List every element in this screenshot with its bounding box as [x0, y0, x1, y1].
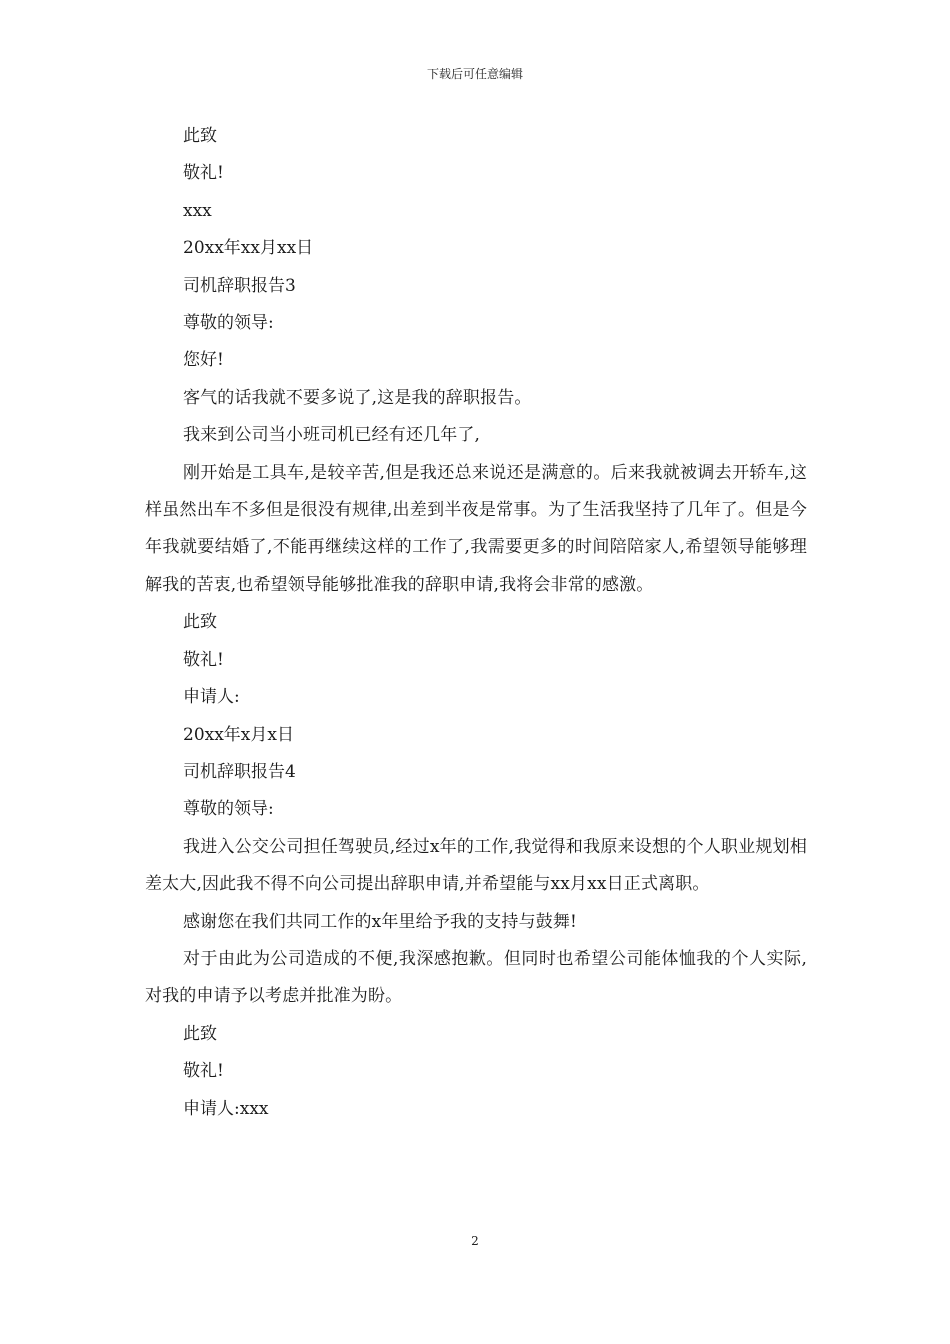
- report3-paragraph-2: 我来到公司当小班司机已经有还几年了,: [183, 425, 481, 446]
- closing-salutation: 此致: [183, 126, 217, 146]
- report4-applicant: 申请人:xxx: [183, 1098, 269, 1119]
- letter-date: 20xx年xx月xx日: [183, 238, 314, 259]
- report3-hello: 您好!: [183, 350, 224, 371]
- report3-regards: 敬礼!: [183, 649, 224, 670]
- page-header: 下载后可任意编辑: [426, 67, 523, 81]
- page-number: 2: [471, 1234, 479, 1248]
- report4-paragraph-3: 对于由此为公司造成的不便,我深感抱歉。但同时也希望公司能体恤我的个人实际,对我的申请予以考虑并批准为盼。: [145, 948, 807, 1007]
- report4-regards: 敬礼!: [183, 1061, 224, 1082]
- report4-greeting: 尊敬的领导:: [183, 799, 274, 820]
- report3-applicant: 申请人:: [183, 687, 240, 708]
- report3-greeting: 尊敬的领导:: [183, 313, 274, 334]
- report4-paragraph-2: 感谢您在我们共同工作的x年里给予我的支持与鼓舞!: [183, 911, 578, 932]
- report3-title: 司机辞职报告3: [183, 275, 296, 296]
- report3-salutation: 此致: [183, 612, 217, 633]
- report4-salutation: 此致: [183, 1023, 217, 1044]
- report3-paragraph-3: 刚开始是工具车,是较辛苦,但是我还总来说还是满意的。后来我就被调去开轿车,这样虽然出车不多但是很没有规律,出差到半夜是常事。为了生活我坚持了几年了。但是今年我就要结婚了,不能再继续这样的工作了,我需要更多的时间陪陪家人,希望领导能够理解我的苦衷,也希望领导能够批准我的辞职申请,我将会非常的感激。: [145, 462, 807, 595]
- report4-paragraph-1: 我进入公交公司担任驾驶员,经过x年的工作,我觉得和我原来设想的个人职业规划相差太大,因此我不得不向公司提出辞职申请,并希望能与xx月xx日正式离职。: [145, 836, 807, 895]
- report4-title: 司机辞职报告4: [183, 761, 296, 782]
- report3-date: 20xx年x月x日: [183, 724, 294, 745]
- closing-regards: 敬礼!: [183, 163, 224, 184]
- report3-paragraph-1: 客气的话我就不要多说了,这是我的辞职报告。: [183, 387, 532, 408]
- document-body: [145, 118, 807, 1128]
- signer-name: xxx: [183, 200, 212, 221]
